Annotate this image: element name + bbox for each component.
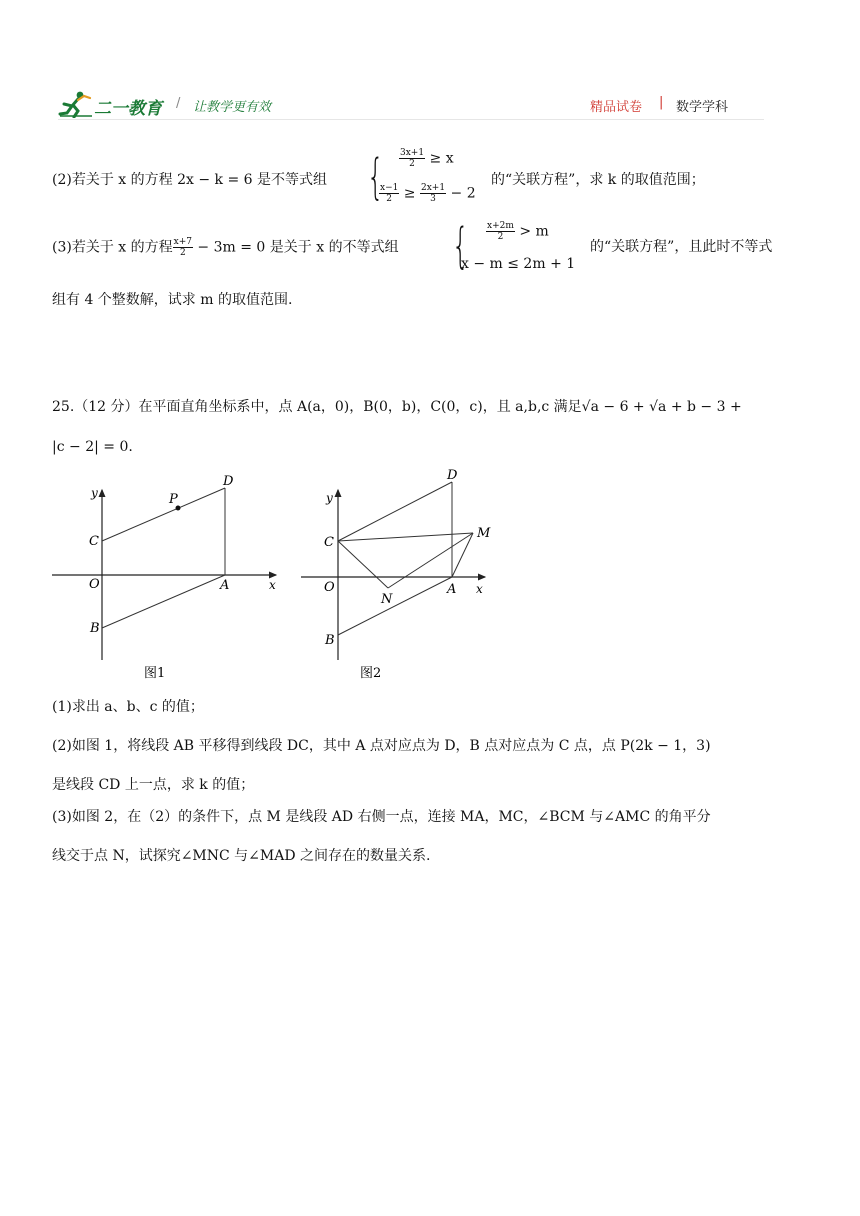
segment-cd [102,488,225,541]
q25-sub1: (1)求出 a、b、c 的值； [52,699,204,715]
q24-part3-suffix: 的“关联方程”，且此时不等式 [590,239,773,255]
label-y: y [91,486,98,500]
label-b: B [90,621,100,636]
q24-part2-prefix: (2)若关于 x 的方程 2x − k = 6 是不等式组 [52,172,327,188]
label-n: N [381,592,393,607]
label-b: B [325,633,335,648]
q25-stem-line2: |c − 2| = 0. [52,439,133,455]
q24-p2-row2: $\frac{x-1}{2}$ ≥ $\frac{2x+1}{3}$ − 2 [380,183,476,204]
q25-sub3-line2: 线交于点 N，试探究∠MNC 与∠MAD 之间存在的数量关系. [52,848,431,864]
figure-1 [40,470,290,685]
figure-caption: 图2 [360,666,382,681]
segment-cm [338,533,473,541]
segment-cd [338,482,452,541]
subject-text: 数学学科 [676,100,729,115]
label-y: y [326,491,333,505]
header-separator: | [659,95,664,110]
label-c: C [89,534,99,549]
fraction: $\frac{2x+1}{3}$ [420,183,446,204]
q24-p3-row1: $\frac{x+2m}{2}$ > m [487,221,549,242]
badge-text: 精品试卷 [590,100,643,115]
q25-sub2-line2: 是线段 CD 上一点，求 k 的值； [52,777,255,793]
system-brace: { [367,149,384,205]
fraction: $\frac{x+2m}{2}$ [487,221,514,242]
label-c: C [324,535,334,550]
fraction: $\frac{x-1}{2}$ [380,183,399,204]
segment-cn [338,541,388,588]
header-rule [58,119,764,120]
label-x: x [476,582,483,596]
label-a: A [220,578,230,593]
q24-part2-suffix: 的“关联方程”，求 k 的取值范围； [491,172,705,188]
label-d: D [223,474,234,489]
system-brace: { [452,218,469,274]
q24-part3-prefix: (3)若关于 x 的方程 $\frac{x+7}{2}$ − 3m = 0 是关于 x 的不等式组 [52,237,399,258]
label-o: O [324,580,335,595]
runner-logo-icon [58,90,94,118]
figure-caption: 图1 [144,666,166,681]
q25-sub3-line1: (3)如图 2，在（2）的条件下，点 M 是线段 AD 右侧一点，连接 MA，MC，∠BCM 与∠AMC 的角平分 [52,809,711,825]
slogan: 让教学更有效 [193,100,272,115]
fraction: $\frac{3x+1}{2}$ [400,148,425,169]
q24-part3-line2: 组有 4 个整数解，试求 m 的取值范围. [52,292,293,308]
header [0,86,860,120]
label-a: A [447,582,457,597]
figure-2 [295,462,510,685]
label-m: M [477,526,491,541]
logo-text: 二一教育 [94,99,162,119]
q25-stem-line1: 25.（12 分）在平面直角坐标系中，点 A(a，0)，B(0，b)，C(0，c)，且 a,b,c 满足√a − 6 + √a + b − 3 + [52,399,742,415]
label-o: O [89,577,100,592]
header-slash: / [176,96,181,111]
q24-p3-row2: x − m ≤ 2m + 1 [461,256,576,272]
q24-p2-row1: $\frac{3x+1}{2}$ ≥ x [400,148,454,169]
label-d: D [447,468,458,483]
q25-sub2-line1: (2)如图 1，将线段 AB 平移得到线段 DC，其中 A 点对应点为 D，B 点对应点为 C 点，点 P(2k − 1，3) [52,738,711,754]
fraction: $\frac{x+7}{2}$ [173,237,192,258]
segment-ab [338,577,452,635]
label-x: x [269,578,276,592]
label-p: P [169,492,178,507]
segment-ab [102,575,225,628]
